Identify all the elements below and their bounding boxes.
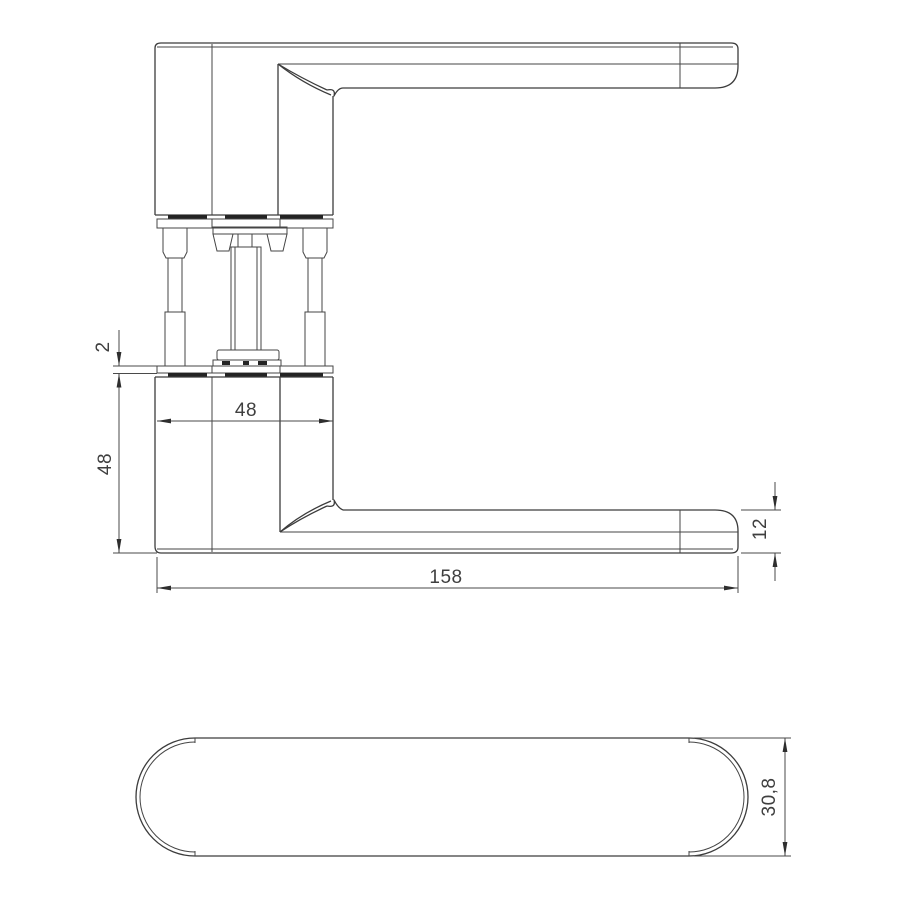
screw-left-head [163,228,187,258]
dim158-arrow-left [157,586,171,591]
grip-plan-view [136,738,748,856]
fixing-screw-right [303,228,327,366]
upper-lever [155,43,738,215]
spindle-assembly [213,227,287,366]
dim2-label: 2 [93,341,115,353]
spindle-bottom-washer [217,350,279,360]
upper-gasket-segment-2 [225,215,267,219]
spindle-ring-tick-1 [222,361,230,365]
dim48h-arrow-right [319,419,333,424]
dim48v-label: 48 [95,452,117,476]
dimension-rose-thickness [93,330,157,400]
spindle-ring-tick-2 [243,361,249,365]
spindle-center-notch [238,234,252,247]
dim2-arrow-top [117,352,122,366]
dim12-arrow-top [773,496,778,510]
screw-right-head [303,228,327,258]
dim308-arrow-top [783,738,788,752]
dimension-lever-thickness [741,482,781,581]
dimension-rose-width [157,400,333,423]
dimension-rose-height [95,400,157,553]
dim12-label: 12 [750,517,772,541]
dim308-arrow-bottom [783,842,788,856]
dim12-arrow-bottom [773,553,778,567]
screw-right-sleeve [305,312,325,366]
upper-lever-outline [155,43,738,215]
screw-left-sleeve [165,312,185,366]
upper-gasket-segment-1 [168,215,207,219]
screw-right-shaft [308,258,322,312]
dim48h-label: 48 [234,400,258,421]
dimension-grip-width [694,738,791,856]
screw-left-shaft [168,258,182,312]
fixing-screw-left [163,228,187,366]
dim48v-arrow-bottom [117,539,122,553]
dim308-label: 30,8 [759,777,781,817]
grip-inner-arc-left [140,742,195,852]
grip-outline [136,738,748,856]
lower-rose-plate [157,366,333,377]
dim48h-arrow-left [157,419,171,424]
grip-inner-arc-right [689,742,744,852]
spindle-ring-tick-3 [258,361,267,365]
grip-tangent-ticks [195,738,689,856]
upper-gasket-segment-3 [280,215,323,219]
dim158-label: 158 [429,567,463,588]
dim158-arrow-right [724,586,738,591]
dim2-extension-lines [113,366,157,374]
spindle-collar-left [213,234,233,251]
upper-rose-plate [157,215,333,228]
lower-neck-spike-lower-edge [280,506,327,532]
lower-rose-plate-outline [157,366,333,373]
dimension-lever-length [157,556,738,593]
dim2-arrow-bottom [117,374,122,388]
upper-neck-spike-upper-edge [278,64,327,90]
spindle-collar-right [267,234,287,251]
